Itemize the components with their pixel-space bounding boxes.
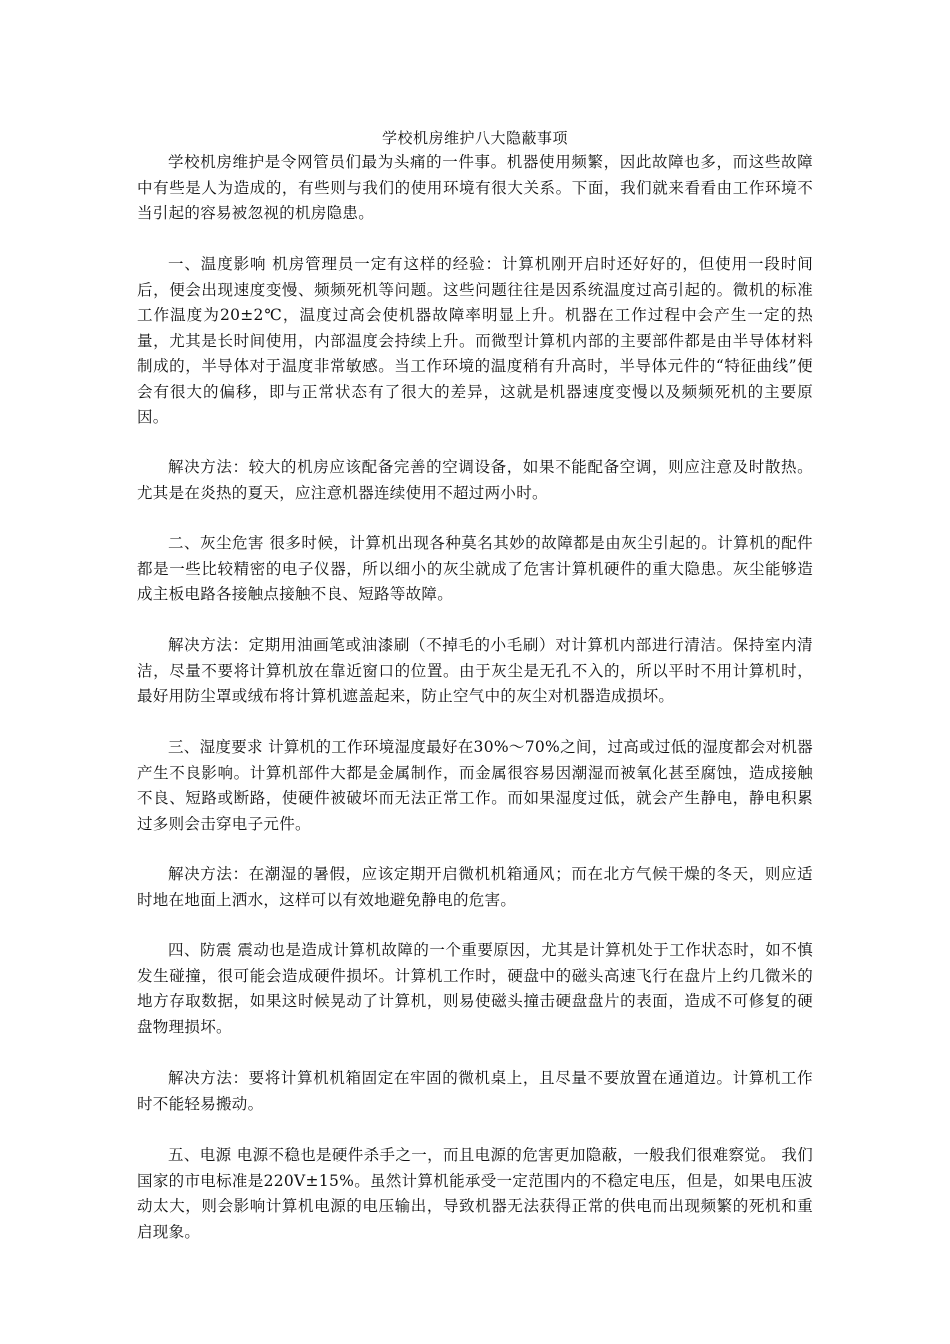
section-heading: 三、湿度要求	[168, 738, 263, 756]
solution-vibration: 解决方法：要将计算机机箱固定在牢固的微机桌上，且尽量不要放置在通道边。计算机工作时不能轻易搬动。	[137, 1069, 813, 1113]
section-body: 震动也是造成计算机故障的一个重要原因，尤其是计算机处于工作状态时，如不慎发生碰撞，很可能会造成硬件损坏。计算机工作时，硬盘中的磁头高速飞行在盘片上约几微米的地方存取数据，如果这时候晃动了计算机，则易使磁头撞击硬盘盘片的表面，造成不可修复的硬盘物理损坏。	[137, 941, 813, 1036]
intro-paragraph: 学校机房维护是令网管员们最为头痛的一件事。机器使用频繁，因此故障也多，而这些故障中有些是人为造成的，有些则与我们的使用环境有很大关系。下面，我们就来看看由工作环境不当引起的容易被忽视的机房隐患。	[137, 153, 813, 222]
section-heading: 五、电源	[168, 1146, 232, 1164]
section-heading: 二、灰尘危害	[168, 534, 264, 552]
section-body: 电源不稳也是硬件杀手之一，而且电源的危害更加隐蔽，一般我们很难察觉。	[236, 1146, 777, 1164]
section-power	[137, 1143, 813, 1245]
section-body-continued: 我们国家的市电标准是220V±15%。虽然计算机能承受一定范围内的不稳定电压，但是，如果电压波动太大，则会影响计算机电源的电压输出，导致机器无法获得正常的供电而出现频繁的死机和重启现象。	[137, 1146, 814, 1241]
section-temperature	[137, 252, 813, 431]
solution-humidity: 解决方法：在潮湿的暑假，应该定期开启微机机箱通风；而在北方气候干燥的冬天，则应适时地在地面上洒水，这样可以有效地避免静电的危害。	[137, 865, 813, 909]
section-humidity	[137, 735, 813, 837]
section-body: 很多时候，计算机出现各种莫名其妙的故障都是由灰尘引起的。计算机的配件都是一些比较精密的电子仪器，所以细小的灰尘就成了危害计算机硬件的重大隐患。灰尘能够造成主板电路各接触点接触不良、短路等故障。	[137, 534, 813, 603]
section-vibration	[137, 938, 813, 1040]
section-body: 计算机的工作环境湿度最好在30%～70%之间，过高或过低的湿度都会对机器产生不良影响。计算机部件大都是金属制作，而金属很容易因潮湿而被氧化甚至腐蚀，造成接触不良、短路或断路，使硬件被破坏而无法正常工作。而如果湿度过低，就会产生静电，静电积累过多则会击穿电子元件。	[137, 738, 813, 833]
section-dust	[137, 531, 813, 608]
solution-temperature: 解决方法：较大的机房应该配备完善的空调设备，如果不能配备空调，则应注意及时散热。尤其是在炎热的夏天，应注意机器连续使用不超过两小时。	[137, 458, 813, 502]
solution-dust: 解决方法：定期用油画笔或油漆刷（不掉毛的小毛刷）对计算机内部进行清洁。保持室内清洁，尽量不要将计算机放在靠近窗口的位置。由于灰尘是无孔不入的，所以平时不用计算机时，最好用防尘罩或绒布将计算机遮盖起来，防止空气中的灰尘对机器造成损坏。	[137, 636, 813, 705]
section-heading: 四、防震	[168, 941, 232, 959]
section-body: 机房管理员一定有这样的经验：计算机刚开启时还好好的，但使用一段时间后，便会出现速度变慢、频频死机等问题。这些问题往往是因系统温度过高引起的。微机的标准工作温度为20±2℃，温度过高会使机器故障率明显上升。机器在工作过程中会产生一定的热量，尤其是长时间使用，内部温度会持续上升。而微型计算机内部的主要部件都是由半导体材料制成的，半导体对于温度非常敏感。当工作环境的温度稍有升高时，半导体元件的“特征曲线”便会有很大的偏移，即与正常状态有了很大的差异，这就是机器速度变慢以及频频死机的主要原因。	[137, 255, 814, 426]
section-heading: 一、温度影响	[168, 255, 267, 273]
document-title: 学校机房维护八大隐蔽事项	[381, 129, 568, 147]
